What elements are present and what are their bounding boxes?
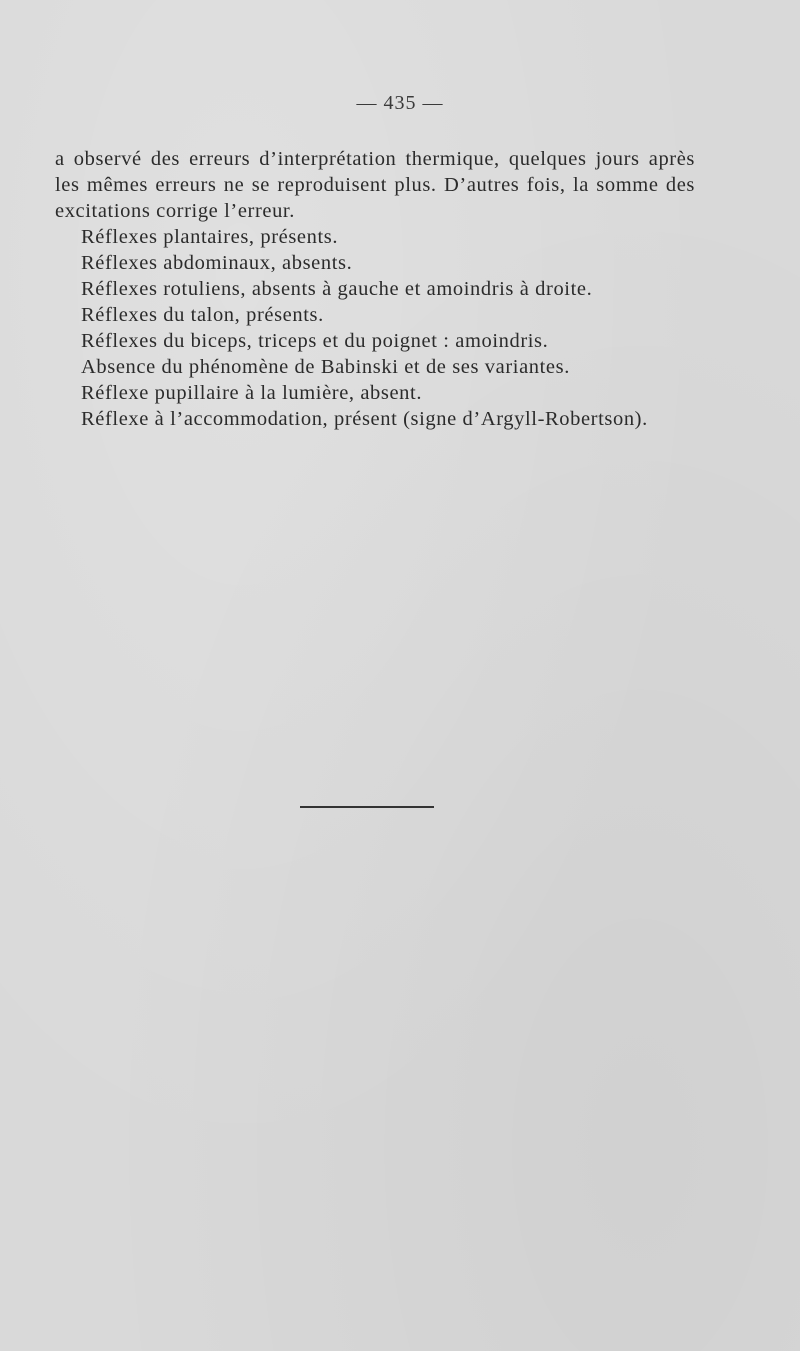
paragraph-continuation: a observé des erreurs d’interprétation thermique, quelques jours après les mêmes erreurs ne se reproduisent plus. D’autres fois, la somme des excitations corrige l’erreur. — [55, 148, 695, 222]
paragraph-reflexes-abdominaux: Réflexes abdominaux, absents. — [81, 252, 353, 274]
section-end-rule — [300, 806, 434, 808]
body-text — [55, 146, 695, 432]
paragraph-reflexes-biceps: Réflexes du biceps, triceps et du poignet : amoindris. — [81, 330, 549, 352]
paragraph-babinski: Absence du phénomène de Babinski et de ses variantes. — [81, 356, 570, 378]
paragraph-reflexe-pupillaire: Réflexe pupillaire à la lumière, absent. — [81, 382, 423, 404]
paragraph-reflexes-plantaires: Réflexes plantaires, présents. — [81, 226, 339, 248]
paragraph-reflexes-talon: Réflexes du talon, présents. — [81, 304, 324, 326]
page-number: — 435 — — [356, 92, 444, 114]
paragraph-reflexe-accommodation: Réflexe à l’accommodation, présent (signe d’Argyll-Robertson). — [81, 408, 648, 430]
paragraph-reflexes-rotuliens: Réflexes rotuliens, absents à gauche et amoindris à droite. — [81, 278, 593, 300]
